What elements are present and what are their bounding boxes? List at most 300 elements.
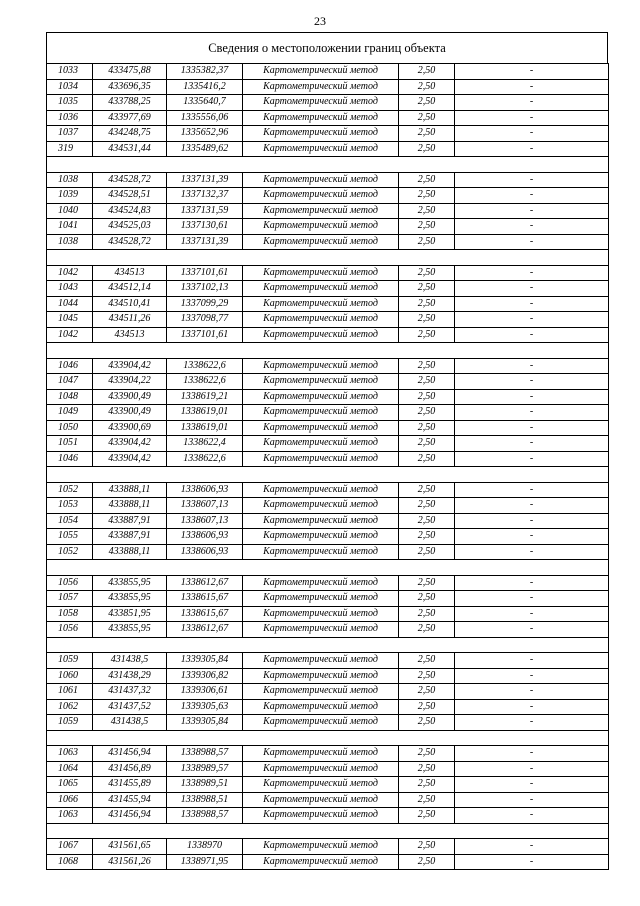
- description: -: [455, 141, 609, 157]
- boundary-table-sheet: [46, 32, 608, 870]
- point-number: 1067: [47, 839, 93, 855]
- coordinate-x: 434524,83: [93, 203, 167, 219]
- table-row: [47, 234, 609, 250]
- description: -: [455, 374, 609, 390]
- point-number: 1042: [47, 265, 93, 281]
- description: -: [455, 126, 609, 142]
- description: -: [455, 405, 609, 421]
- point-number: 1039: [47, 188, 93, 204]
- coordinate-x: 431456,89: [93, 761, 167, 777]
- method: Картометрический метод: [243, 529, 399, 545]
- accuracy: 2,50: [399, 575, 455, 591]
- description: -: [455, 312, 609, 328]
- accuracy: 2,50: [399, 188, 455, 204]
- table-row: [47, 839, 609, 855]
- group-separator: [47, 637, 609, 653]
- method: Картометрический метод: [243, 64, 399, 80]
- coordinate-x: 434248,75: [93, 126, 167, 142]
- coordinate-y: 1337131,59: [167, 203, 243, 219]
- method: Картометрический метод: [243, 281, 399, 297]
- point-number: 1056: [47, 622, 93, 638]
- coordinate-x: 434528,72: [93, 234, 167, 250]
- coordinate-x: 431455,89: [93, 777, 167, 793]
- description: -: [455, 451, 609, 467]
- table-row: [47, 141, 609, 157]
- point-number: 1054: [47, 513, 93, 529]
- coordinate-x: 434510,41: [93, 296, 167, 312]
- point-number: 1055: [47, 529, 93, 545]
- description: -: [455, 591, 609, 607]
- table-row: [47, 854, 609, 870]
- description: -: [455, 172, 609, 188]
- table-row: [47, 668, 609, 684]
- point-number: 1037: [47, 126, 93, 142]
- point-number: 1051: [47, 436, 93, 452]
- accuracy: 2,50: [399, 265, 455, 281]
- coordinate-y: 1335416,2: [167, 79, 243, 95]
- accuracy: 2,50: [399, 699, 455, 715]
- table-row: [47, 126, 609, 142]
- accuracy: 2,50: [399, 451, 455, 467]
- accuracy: 2,50: [399, 358, 455, 374]
- accuracy: 2,50: [399, 64, 455, 80]
- accuracy: 2,50: [399, 839, 455, 855]
- group-separator: [47, 343, 609, 359]
- point-number: 1065: [47, 777, 93, 793]
- method: Картометрический метод: [243, 420, 399, 436]
- coordinate-y: 1335652,96: [167, 126, 243, 142]
- table-row: [47, 312, 609, 328]
- group-separator-cell: [47, 560, 609, 576]
- coordinate-y: 1338989,57: [167, 761, 243, 777]
- table-row: [47, 420, 609, 436]
- point-number: 1053: [47, 498, 93, 514]
- description: -: [455, 622, 609, 638]
- coordinate-y: 1337101,61: [167, 327, 243, 343]
- table-row: [47, 79, 609, 95]
- description: -: [455, 839, 609, 855]
- table-row: [47, 808, 609, 824]
- method: Картометрический метод: [243, 265, 399, 281]
- table-row: [47, 203, 609, 219]
- description: -: [455, 715, 609, 731]
- point-number: 1046: [47, 358, 93, 374]
- coordinate-x: 434513: [93, 265, 167, 281]
- accuracy: 2,50: [399, 374, 455, 390]
- point-number: 1034: [47, 79, 93, 95]
- point-number: 319: [47, 141, 93, 157]
- point-number: 1052: [47, 482, 93, 498]
- description: -: [455, 203, 609, 219]
- description: -: [455, 265, 609, 281]
- method: Картометрический метод: [243, 79, 399, 95]
- accuracy: 2,50: [399, 792, 455, 808]
- method: Картометрический метод: [243, 234, 399, 250]
- description: -: [455, 854, 609, 870]
- coordinate-y: 1337132,37: [167, 188, 243, 204]
- description: -: [455, 234, 609, 250]
- accuracy: 2,50: [399, 110, 455, 126]
- coordinate-y: 1338615,67: [167, 591, 243, 607]
- coordinates-table: [46, 63, 609, 870]
- description: -: [455, 808, 609, 824]
- coordinate-y: 1338606,93: [167, 482, 243, 498]
- description: -: [455, 606, 609, 622]
- accuracy: 2,50: [399, 141, 455, 157]
- description: -: [455, 64, 609, 80]
- method: Картометрический метод: [243, 296, 399, 312]
- description: -: [455, 684, 609, 700]
- method: Картометрический метод: [243, 575, 399, 591]
- coordinate-x: 433855,95: [93, 591, 167, 607]
- method: Картометрический метод: [243, 668, 399, 684]
- point-number: 1044: [47, 296, 93, 312]
- method: Картометрический метод: [243, 451, 399, 467]
- method: Картометрический метод: [243, 792, 399, 808]
- method: Картометрический метод: [243, 389, 399, 405]
- table-row: [47, 606, 609, 622]
- coordinate-x: 433904,42: [93, 358, 167, 374]
- table-row: [47, 64, 609, 80]
- method: Картометрический метод: [243, 358, 399, 374]
- description: -: [455, 529, 609, 545]
- accuracy: 2,50: [399, 513, 455, 529]
- accuracy: 2,50: [399, 203, 455, 219]
- method: Картометрический метод: [243, 219, 399, 235]
- point-number: 1042: [47, 327, 93, 343]
- coordinate-x: 434531,44: [93, 141, 167, 157]
- coordinate-y: 1338606,93: [167, 544, 243, 560]
- description: -: [455, 482, 609, 498]
- coordinate-y: 1337099,29: [167, 296, 243, 312]
- table-row: [47, 327, 609, 343]
- point-number: 1048: [47, 389, 93, 405]
- group-separator: [47, 157, 609, 173]
- coordinate-x: 431561,26: [93, 854, 167, 870]
- accuracy: 2,50: [399, 715, 455, 731]
- method: Картометрический метод: [243, 482, 399, 498]
- coordinate-y: 1338622,6: [167, 358, 243, 374]
- description: -: [455, 281, 609, 297]
- point-number: 1059: [47, 715, 93, 731]
- table-row: [47, 575, 609, 591]
- table-row: [47, 358, 609, 374]
- accuracy: 2,50: [399, 684, 455, 700]
- coordinate-y: 1338622,4: [167, 436, 243, 452]
- coordinate-x: 434511,26: [93, 312, 167, 328]
- coordinate-y: 1339306,82: [167, 668, 243, 684]
- coordinate-x: 434513: [93, 327, 167, 343]
- table-row: [47, 95, 609, 111]
- coordinate-y: 1335640,7: [167, 95, 243, 111]
- coordinate-x: 431456,94: [93, 746, 167, 762]
- accuracy: 2,50: [399, 405, 455, 421]
- point-number: 1063: [47, 808, 93, 824]
- method: Картометрический метод: [243, 808, 399, 824]
- coordinate-y: 1335556,06: [167, 110, 243, 126]
- method: Картометрический метод: [243, 544, 399, 560]
- group-separator-cell: [47, 250, 609, 266]
- description: -: [455, 699, 609, 715]
- description: -: [455, 668, 609, 684]
- method: Картометрический метод: [243, 715, 399, 731]
- description: -: [455, 544, 609, 560]
- coordinate-y: 1338622,6: [167, 374, 243, 390]
- coordinate-y: 1338971,95: [167, 854, 243, 870]
- group-separator-cell: [47, 637, 609, 653]
- coordinate-x: 433887,91: [93, 529, 167, 545]
- coordinate-y: 1339305,84: [167, 653, 243, 669]
- coordinate-y: 1338622,6: [167, 451, 243, 467]
- method: Картометрический метод: [243, 126, 399, 142]
- coordinate-x: 434512,14: [93, 281, 167, 297]
- table-row: [47, 591, 609, 607]
- accuracy: 2,50: [399, 126, 455, 142]
- accuracy: 2,50: [399, 234, 455, 250]
- coordinate-x: 433904,42: [93, 451, 167, 467]
- point-number: 1064: [47, 761, 93, 777]
- method: Картометрический метод: [243, 591, 399, 607]
- accuracy: 2,50: [399, 761, 455, 777]
- coordinate-x: 433855,95: [93, 622, 167, 638]
- accuracy: 2,50: [399, 591, 455, 607]
- coordinate-x: 433977,69: [93, 110, 167, 126]
- method: Картометрический метод: [243, 405, 399, 421]
- table-row: [47, 792, 609, 808]
- accuracy: 2,50: [399, 79, 455, 95]
- point-number: 1052: [47, 544, 93, 560]
- group-separator-cell: [47, 157, 609, 173]
- coordinate-y: 1338619,21: [167, 389, 243, 405]
- coordinate-y: 1335382,37: [167, 64, 243, 80]
- description: -: [455, 436, 609, 452]
- point-number: 1041: [47, 219, 93, 235]
- table-row: [47, 761, 609, 777]
- method: Картометрический метод: [243, 203, 399, 219]
- point-number: 1035: [47, 95, 93, 111]
- coordinate-x: 434528,72: [93, 172, 167, 188]
- coordinate-x: 434525,03: [93, 219, 167, 235]
- point-number: 1063: [47, 746, 93, 762]
- coordinate-x: 433887,91: [93, 513, 167, 529]
- description: -: [455, 296, 609, 312]
- method: Картометрический метод: [243, 746, 399, 762]
- coordinate-x: 431437,32: [93, 684, 167, 700]
- description: -: [455, 389, 609, 405]
- point-number: 1057: [47, 591, 93, 607]
- coordinates-table-body: [47, 64, 609, 870]
- accuracy: 2,50: [399, 420, 455, 436]
- group-separator: [47, 250, 609, 266]
- table-row: [47, 451, 609, 467]
- accuracy: 2,50: [399, 172, 455, 188]
- accuracy: 2,50: [399, 389, 455, 405]
- method: Картометрический метод: [243, 761, 399, 777]
- coordinate-x: 433900,69: [93, 420, 167, 436]
- accuracy: 2,50: [399, 312, 455, 328]
- description: -: [455, 358, 609, 374]
- method: Картометрический метод: [243, 374, 399, 390]
- coordinate-y: 1338612,67: [167, 622, 243, 638]
- point-number: 1049: [47, 405, 93, 421]
- description: -: [455, 110, 609, 126]
- method: Картометрический метод: [243, 95, 399, 111]
- coordinate-y: 1338606,93: [167, 529, 243, 545]
- point-number: 1036: [47, 110, 93, 126]
- coordinate-y: 1337131,39: [167, 234, 243, 250]
- description: -: [455, 327, 609, 343]
- accuracy: 2,50: [399, 808, 455, 824]
- coordinate-x: 433788,25: [93, 95, 167, 111]
- coordinate-y: 1339306,61: [167, 684, 243, 700]
- description: -: [455, 575, 609, 591]
- coordinate-y: 1339305,84: [167, 715, 243, 731]
- point-number: 1046: [47, 451, 93, 467]
- table-row: [47, 389, 609, 405]
- method: Картометрический метод: [243, 172, 399, 188]
- accuracy: 2,50: [399, 529, 455, 545]
- description: -: [455, 79, 609, 95]
- accuracy: 2,50: [399, 219, 455, 235]
- coordinate-x: 433851,95: [93, 606, 167, 622]
- table-row: [47, 777, 609, 793]
- coordinate-x: 433475,88: [93, 64, 167, 80]
- group-separator-cell: [47, 730, 609, 746]
- coordinate-x: 433900,49: [93, 389, 167, 405]
- table-row: [47, 715, 609, 731]
- method: Картометрический метод: [243, 110, 399, 126]
- point-number: 1060: [47, 668, 93, 684]
- table-row: [47, 746, 609, 762]
- table-row: [47, 513, 609, 529]
- point-number: 1056: [47, 575, 93, 591]
- accuracy: 2,50: [399, 327, 455, 343]
- table-row: [47, 296, 609, 312]
- point-number: 1061: [47, 684, 93, 700]
- method: Картометрический метод: [243, 606, 399, 622]
- method: Картометрический метод: [243, 498, 399, 514]
- method: Картометрический метод: [243, 854, 399, 870]
- table-row: [47, 653, 609, 669]
- group-separator-cell: [47, 467, 609, 483]
- description: -: [455, 188, 609, 204]
- accuracy: 2,50: [399, 296, 455, 312]
- group-separator: [47, 560, 609, 576]
- accuracy: 2,50: [399, 777, 455, 793]
- accuracy: 2,50: [399, 854, 455, 870]
- point-number: 1038: [47, 234, 93, 250]
- coordinate-y: 1338988,57: [167, 746, 243, 762]
- method: Картометрический метод: [243, 699, 399, 715]
- description: -: [455, 498, 609, 514]
- coordinate-x: 431438,29: [93, 668, 167, 684]
- accuracy: 2,50: [399, 482, 455, 498]
- point-number: 1068: [47, 854, 93, 870]
- coordinate-x: 433888,11: [93, 544, 167, 560]
- accuracy: 2,50: [399, 606, 455, 622]
- point-number: 1050: [47, 420, 93, 436]
- method: Картометрический метод: [243, 513, 399, 529]
- coordinate-x: 433904,22: [93, 374, 167, 390]
- accuracy: 2,50: [399, 281, 455, 297]
- table-row: [47, 699, 609, 715]
- description: -: [455, 420, 609, 436]
- table-row: [47, 265, 609, 281]
- method: Картометрический метод: [243, 312, 399, 328]
- coordinate-x: 433696,35: [93, 79, 167, 95]
- group-separator: [47, 467, 609, 483]
- coordinate-y: 1335489,62: [167, 141, 243, 157]
- coordinate-y: 1337101,61: [167, 265, 243, 281]
- description: -: [455, 746, 609, 762]
- coordinate-y: 1338615,67: [167, 606, 243, 622]
- point-number: 1066: [47, 792, 93, 808]
- coordinate-y: 1337102,13: [167, 281, 243, 297]
- description: -: [455, 513, 609, 529]
- coordinate-x: 431437,52: [93, 699, 167, 715]
- coordinate-y: 1338988,51: [167, 792, 243, 808]
- point-number: 1059: [47, 653, 93, 669]
- accuracy: 2,50: [399, 498, 455, 514]
- table-row: [47, 436, 609, 452]
- method: Картометрический метод: [243, 653, 399, 669]
- table-row: [47, 405, 609, 421]
- method: Картометрический метод: [243, 777, 399, 793]
- table-row: [47, 622, 609, 638]
- coordinate-y: 1338619,01: [167, 405, 243, 421]
- coordinate-x: 433888,11: [93, 498, 167, 514]
- coordinate-x: 433904,42: [93, 436, 167, 452]
- method: Картометрический метод: [243, 839, 399, 855]
- point-number: 1058: [47, 606, 93, 622]
- coordinate-x: 433855,95: [93, 575, 167, 591]
- coordinate-y: 1337130,61: [167, 219, 243, 235]
- group-separator-cell: [47, 823, 609, 839]
- table-row: [47, 684, 609, 700]
- group-separator: [47, 823, 609, 839]
- coordinate-x: 434528,51: [93, 188, 167, 204]
- method: Картометрический метод: [243, 436, 399, 452]
- accuracy: 2,50: [399, 436, 455, 452]
- description: -: [455, 792, 609, 808]
- description: -: [455, 777, 609, 793]
- coordinate-y: 1338619,01: [167, 420, 243, 436]
- coordinate-x: 431456,94: [93, 808, 167, 824]
- coordinate-y: 1337098,77: [167, 312, 243, 328]
- group-separator-cell: [47, 343, 609, 359]
- table-row: [47, 482, 609, 498]
- method: Картометрический метод: [243, 622, 399, 638]
- table-row: [47, 281, 609, 297]
- point-number: 1040: [47, 203, 93, 219]
- coordinate-y: 1339305,63: [167, 699, 243, 715]
- point-number: 1062: [47, 699, 93, 715]
- description: -: [455, 761, 609, 777]
- method: Картометрический метод: [243, 188, 399, 204]
- point-number: 1045: [47, 312, 93, 328]
- coordinate-x: 431561,65: [93, 839, 167, 855]
- coordinate-y: 1338988,57: [167, 808, 243, 824]
- coordinate-y: 1338612,67: [167, 575, 243, 591]
- accuracy: 2,50: [399, 622, 455, 638]
- accuracy: 2,50: [399, 95, 455, 111]
- table-row: [47, 172, 609, 188]
- table-row: [47, 544, 609, 560]
- description: -: [455, 653, 609, 669]
- accuracy: 2,50: [399, 544, 455, 560]
- coordinate-y: 1338970: [167, 839, 243, 855]
- accuracy: 2,50: [399, 746, 455, 762]
